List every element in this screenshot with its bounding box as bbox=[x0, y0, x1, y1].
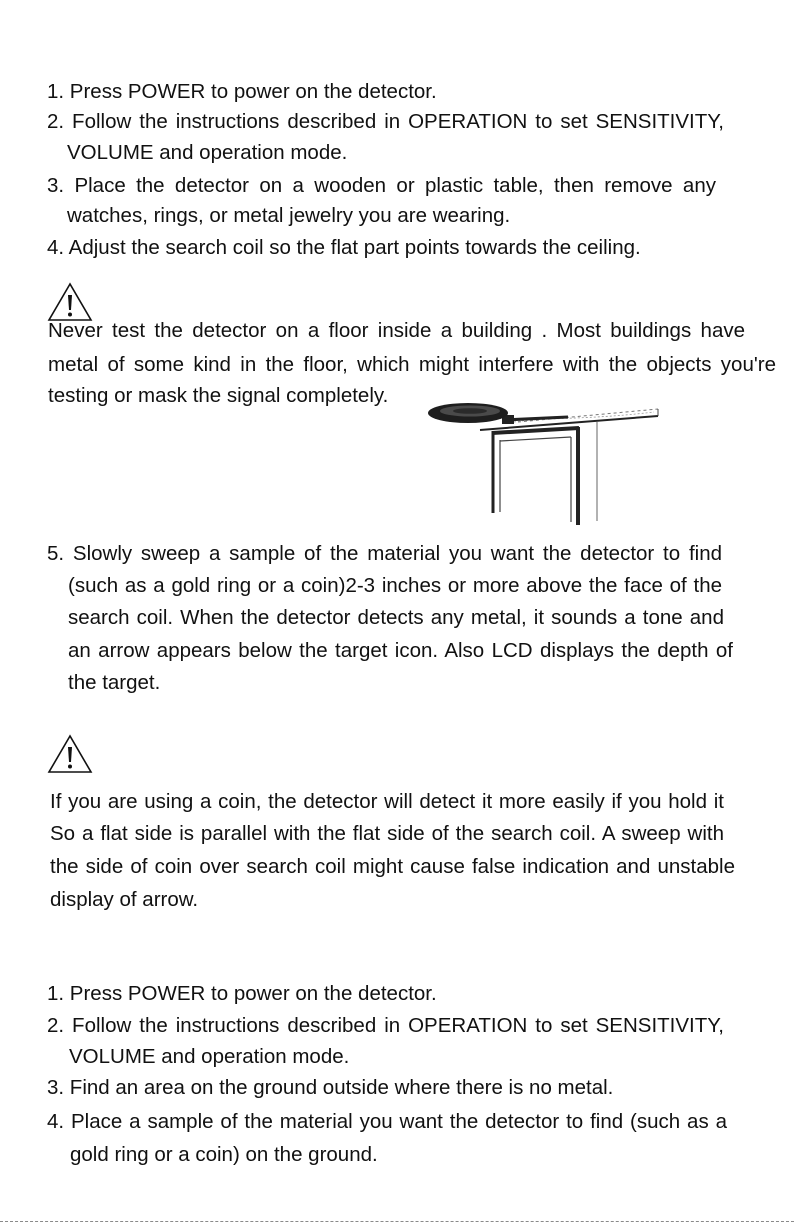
warning-triangle-icon bbox=[47, 734, 93, 774]
floor-warning-line-2: metal of some kind in the floor, which might interfere with the objects you're bbox=[48, 353, 776, 376]
table-step-5-line-2: (such as a gold ring or a coin)2-3 inches or more above the face of the bbox=[68, 574, 722, 597]
warning-triangle-icon bbox=[47, 282, 93, 322]
ground-step-2-line-2: VOLUME and operation mode. bbox=[69, 1045, 350, 1068]
table-step-2-line-1: 2. Follow the instructions described in OPERATION to set SENSITIVITY, bbox=[47, 110, 724, 133]
page-bottom-edge bbox=[0, 1221, 794, 1222]
table-step-3-line-1: 3. Place the detector on a wooden or plastic table, then remove any bbox=[47, 174, 716, 197]
warning-exclamation-dot bbox=[68, 313, 72, 317]
table-step-2-line-2: VOLUME and operation mode. bbox=[67, 141, 348, 164]
ground-step-4-line-1: 4. Place a sample of the material you want the detector to find (such as a bbox=[47, 1110, 727, 1133]
floor-warning-line-1: Never test the detector on a floor inside a building . Most buildings have bbox=[48, 319, 745, 342]
ground-step-2-line-1: 2. Follow the instructions described in OPERATION to set SENSITIVITY, bbox=[47, 1014, 724, 1037]
coin-note-line-4: display of arrow. bbox=[50, 888, 199, 911]
coin-note-line-1: If you are using a coin, the detector will detect it more easily if you hold it bbox=[50, 790, 724, 813]
table-step-4-line-1: 4. Adjust the search coil so the flat part points towards the ceiling. bbox=[47, 236, 641, 259]
table-step-1-line-1: 1. Press POWER to power on the detector. bbox=[47, 80, 437, 103]
search-coil-center bbox=[453, 408, 487, 414]
table-step-5-line-4: an arrow appears below the target icon. Also LCD displays the depth of bbox=[68, 639, 733, 662]
ground-step-1-line-1: 1. Press POWER to power on the detector. bbox=[47, 982, 437, 1005]
table-step-5-line-5: the target. bbox=[68, 671, 161, 694]
ground-step-3-line-1: 3. Find an area on the ground outside where there is no metal. bbox=[47, 1076, 614, 1099]
table-step-3-line-2: watches, rings, or metal jewelry you are wearing. bbox=[67, 204, 511, 227]
warning-exclamation-bar bbox=[68, 747, 72, 762]
table-apron-lower-edge bbox=[500, 437, 571, 441]
table-step-5-line-1: 5. Slowly sweep a sample of the material you want the detector to find bbox=[47, 542, 722, 565]
floor-warning-line-3: testing or mask the signal completely. bbox=[48, 384, 389, 407]
table-step-5-line-3: search coil. When the detector detects any metal, it sounds a tone and bbox=[68, 606, 724, 629]
warning-exclamation-dot bbox=[68, 765, 72, 769]
coin-note-line-3: the side of coin over search coil might cause false indication and unstable bbox=[50, 855, 735, 878]
table-top-back-edge bbox=[518, 409, 658, 422]
coin-note-line-2: So a flat side is parallel with the flat side of the search coil. A sweep with bbox=[50, 822, 724, 845]
ground-step-4-line-2: gold ring or a coin) on the ground. bbox=[70, 1143, 378, 1166]
warning-exclamation-bar bbox=[68, 295, 72, 310]
metal-detector-on-table-illustration bbox=[418, 400, 663, 528]
